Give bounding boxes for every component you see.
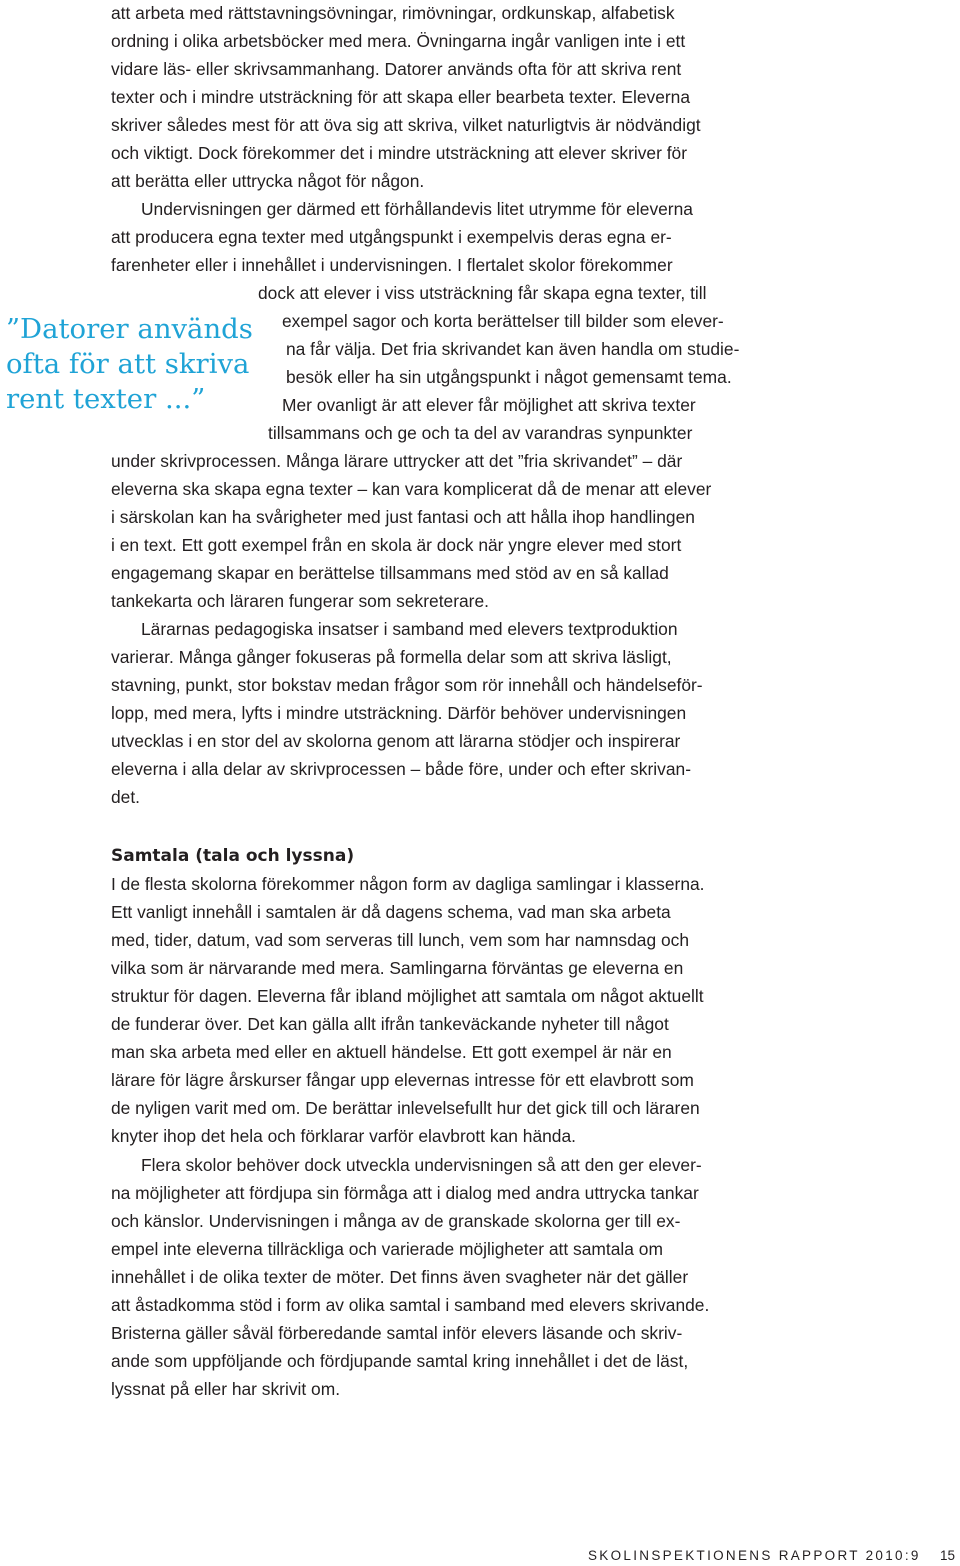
text-line: vidare läs- eller skrivsammanhang. Datorer används ofta för att skriva rent bbox=[111, 59, 682, 79]
text-line: ande som uppföljande och fördjupande samtal kring innehållet i det de läst, bbox=[111, 1351, 689, 1371]
text-line: eleverna ska skapa egna texter – kan vara komplicerat då de menar att elever bbox=[111, 479, 712, 499]
text-line: besök eller ha sin utgångspunkt i något gemensamt tema. bbox=[286, 367, 732, 387]
text-line: och viktigt. Dock förekommer det i mindre utsträckning att elever skriver för bbox=[111, 143, 688, 163]
text-line: lopp, med mera, lyfts i mindre utsträckning. Därför behöver undervisningen bbox=[111, 703, 687, 723]
text-line: med, tider, datum, vad som serveras till lunch, vem som har namnsdag och bbox=[111, 930, 690, 950]
text-line: lyssnat på eller har skrivit om. bbox=[111, 1379, 341, 1399]
text-line: dock att elever i viss utsträckning får skapa egna texter, till bbox=[258, 283, 707, 303]
text-line: innehållet i de olika texter de möter. Det finns även svagheter när det gäller bbox=[111, 1267, 689, 1287]
text-line: att berätta eller uttrycka något för någon. bbox=[111, 171, 425, 191]
text-line: tankekarta och läraren fungerar som sekreterare. bbox=[111, 591, 489, 611]
text-line: och känslor. Undervisningen i många av de granskade skolorna ger till ex- bbox=[111, 1211, 681, 1231]
text-line: man ska arbeta med eller en aktuell händelse. Ett gott exempel är när en bbox=[111, 1042, 672, 1062]
text-line: utvecklas i en stor del av skolorna genom att lärarna stödjer och inspirerar bbox=[111, 731, 681, 751]
text-line: att åstadkomma stöd i form av olika samtal i samband med elevers skrivande. bbox=[111, 1295, 710, 1315]
text-line: skriver således mest för att öva sig att skriva, vilket naturligtvis är nödvändigt bbox=[111, 115, 701, 135]
text-line: att arbeta med rättstavningsövningar, rimövningar, ordkunskap, alfabetisk bbox=[111, 3, 675, 23]
section-heading: Samtala (tala och lyssna) bbox=[111, 846, 355, 866]
text-line: de funderar över. Det kan gälla allt ifrån tankeväckande nyheter till något bbox=[111, 1014, 669, 1034]
text-line: under skrivprocessen. Många lärare uttrycker att det ”fria skrivandet” – där bbox=[111, 451, 683, 471]
text-line: Mer ovanligt är att elever får möjlighet att skriva texter bbox=[282, 395, 696, 415]
text-line: att producera egna texter med utgångspunkt i exempelvis deras egna er- bbox=[111, 227, 672, 247]
text-line: vilka som är närvarande med mera. Samlingarna förväntas ge eleverna en bbox=[111, 958, 684, 978]
text-line: varierar. Många gånger fokuseras på formella delar som att skriva läsligt, bbox=[111, 647, 672, 667]
pull-quote-line: ”Datorer används bbox=[6, 313, 253, 345]
text-line: eleverna i alla delar av skrivprocessen – både före, under och efter skrivan- bbox=[111, 759, 691, 779]
text-line: struktur för dagen. Eleverna får ibland möjlighet att samtala om något aktuellt bbox=[111, 986, 704, 1006]
text-line: Ett vanligt innehåll i samtalen är då dagens schema, vad man ska arbeta bbox=[111, 902, 671, 922]
text-line: I de flesta skolorna förekommer någon form av dagliga samlingar i klasserna. bbox=[111, 874, 705, 894]
text-line: Flera skolor behöver dock utveckla undervisningen så att den ger elever- bbox=[141, 1155, 702, 1175]
text-line: ordning i olika arbetsböcker med mera. Övningarna ingår vanligen inte i ett bbox=[111, 31, 686, 51]
text-line: Undervisningen ger därmed ett förhållandevis litet utrymme för eleverna bbox=[141, 199, 693, 219]
text-line: na möjligheter att fördjupa sin förmåga att i dialog med andra uttrycka tankar bbox=[111, 1183, 699, 1203]
footer-publication: SKOLINSPEKTIONENS RAPPORT 2010:9 bbox=[588, 1548, 921, 1563]
page-number: 15 bbox=[940, 1548, 956, 1563]
text-line: farenheter eller i innehållet i undervisningen. I flertalet skolor förekommer bbox=[111, 255, 673, 275]
text-line: texter och i mindre utsträckning för att skapa eller bearbeta texter. Eleverna bbox=[111, 87, 691, 107]
text-line: det. bbox=[111, 787, 141, 807]
text-line: de nyligen varit med om. De berättar inlevelsefullt hur det gick till och läraren bbox=[111, 1098, 700, 1118]
text-line: i en text. Ett gott exempel från en skola är dock när yngre elever med stort bbox=[111, 535, 682, 555]
pull-quote bbox=[6, 312, 253, 417]
text-line: lärare för lägre årskurser fångar upp elevernas intresse för ett elavbrott som bbox=[111, 1070, 694, 1090]
text-line: exempel sagor och korta berättelser till bilder som elever- bbox=[282, 311, 724, 331]
text-line: knyter ihop det hela och förklarar varför elavbrott kan hända. bbox=[111, 1126, 576, 1146]
text-line: na får välja. Det fria skrivandet kan även handla om studie- bbox=[286, 339, 740, 359]
pull-quote-line: ofta för att skriva bbox=[6, 348, 250, 380]
text-line: engagemang skapar en berättelse tillsammans med stöd av en så kallad bbox=[111, 563, 669, 583]
pull-quote-line: rent texter ...” bbox=[6, 383, 206, 415]
text-line: empel inte eleverna tillräckliga och varierade möjligheter att samtala om bbox=[111, 1239, 663, 1259]
text-line: Lärarnas pedagogiska insatser i samband med elevers textproduktion bbox=[141, 619, 678, 639]
text-line: tillsammans och ge och ta del av varandras synpunkter bbox=[268, 423, 693, 443]
text-line: i särskolan kan ha svårigheter med just fantasi och att hålla ihop handlingen bbox=[111, 507, 695, 527]
text-line: stavning, punkt, stor bokstav medan frågor som rör innehåll och händelseför- bbox=[111, 675, 703, 695]
text-line: Bristerna gäller såväl förberedande samtal inför elevers läsande och skriv- bbox=[111, 1323, 683, 1343]
